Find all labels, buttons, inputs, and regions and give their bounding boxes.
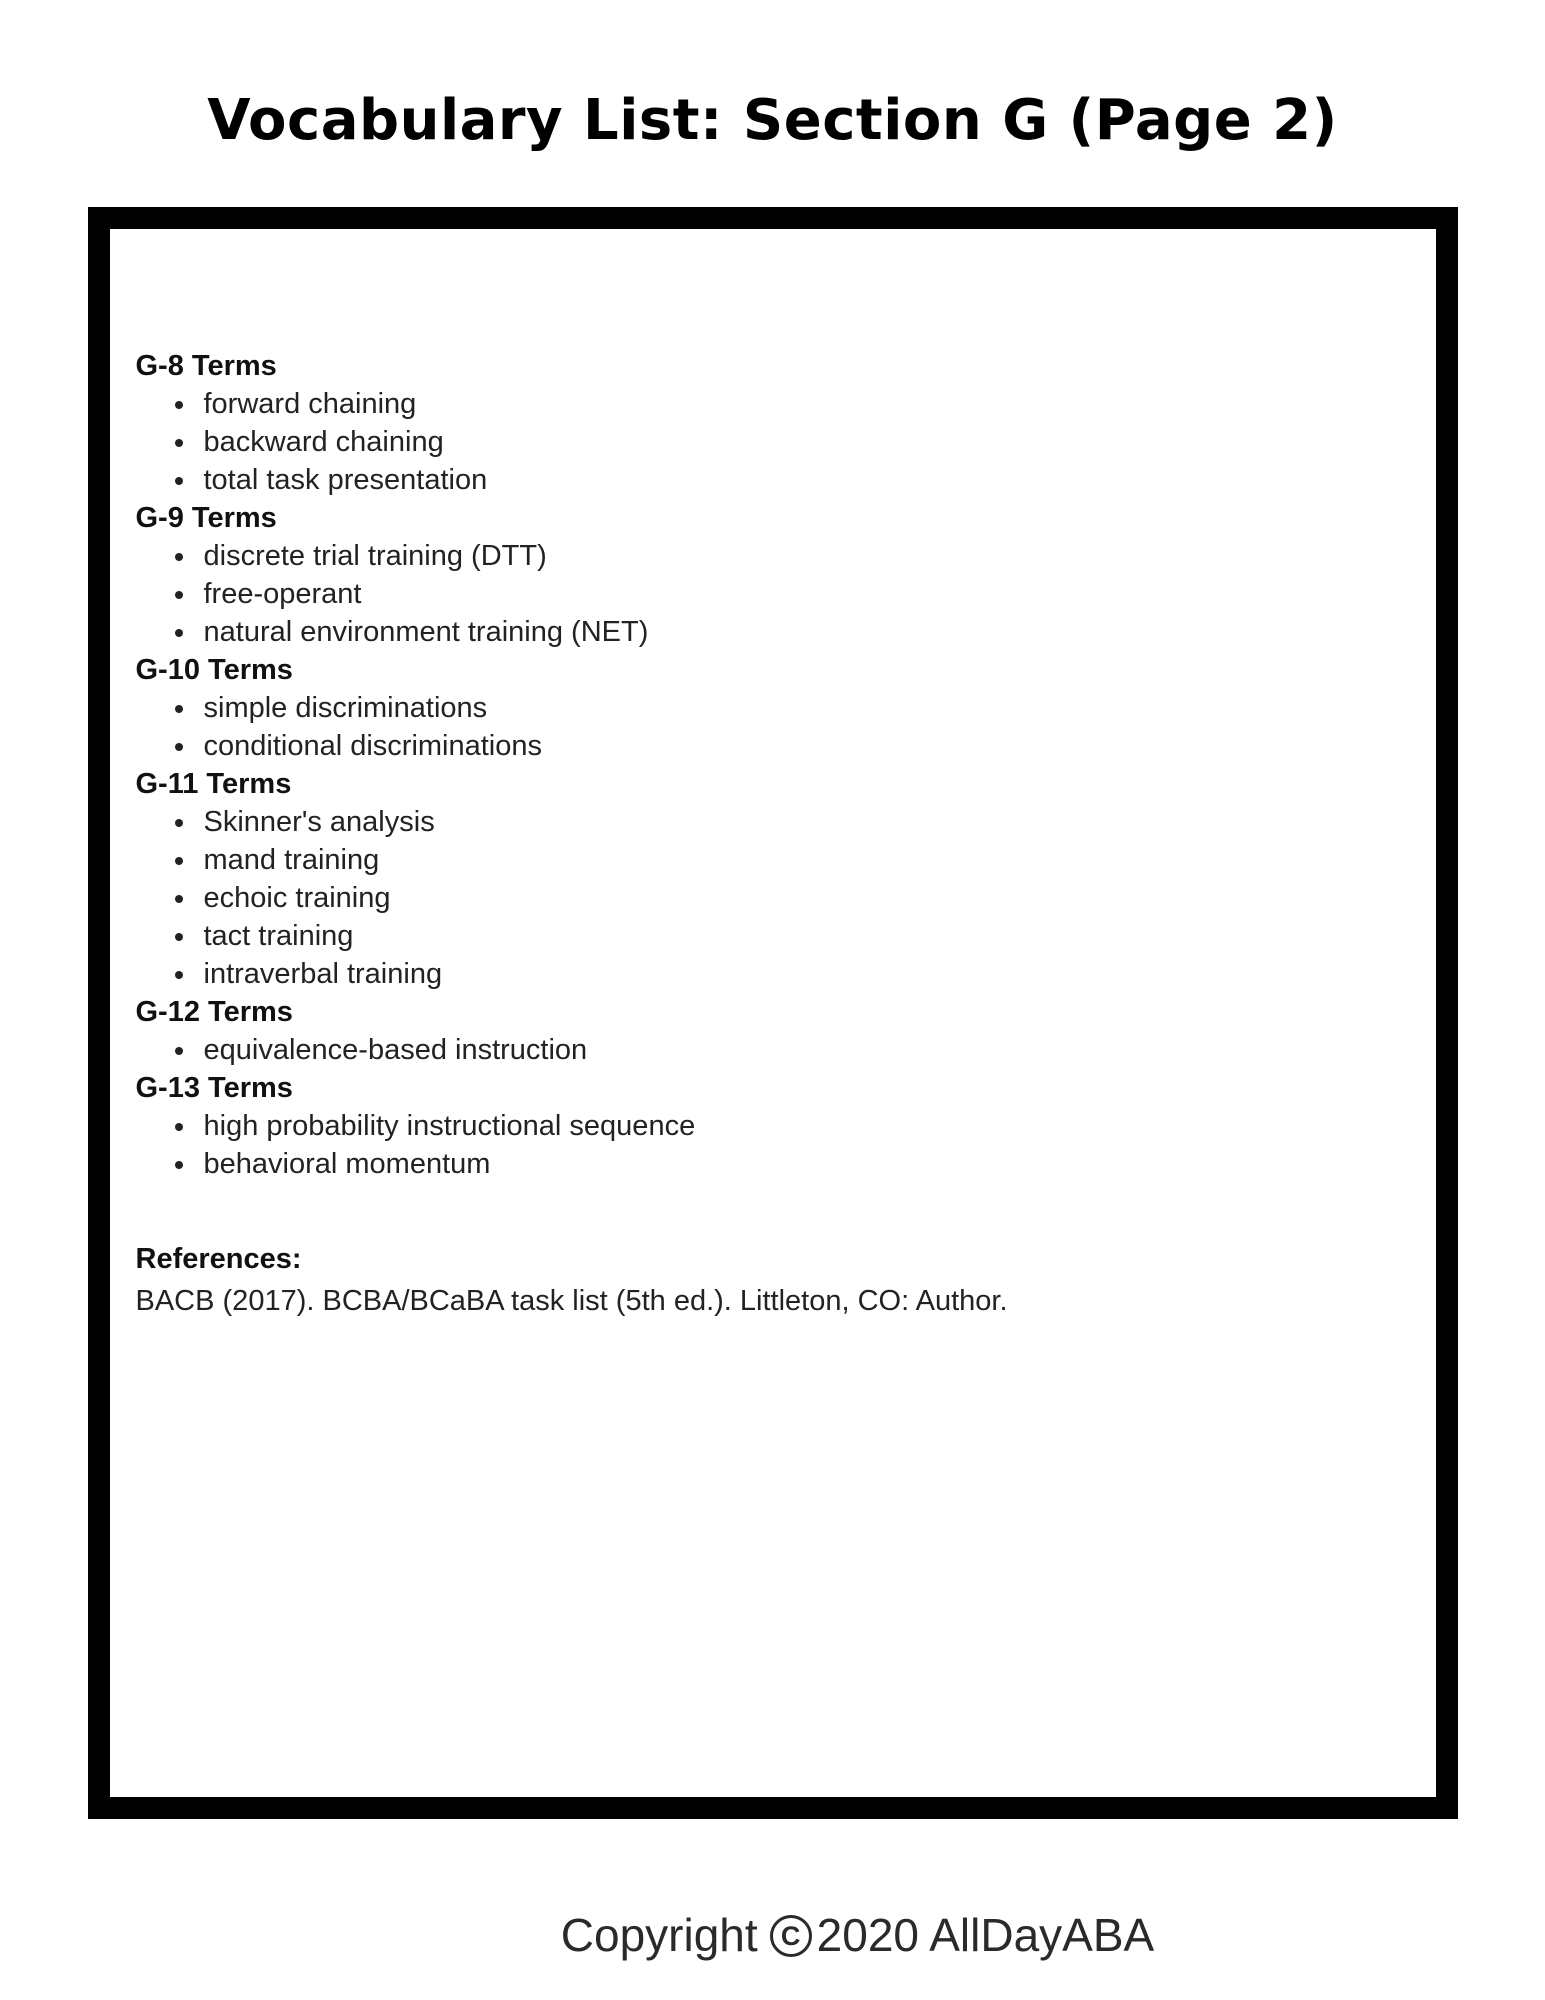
term-list	[198, 689, 1396, 765]
section-heading: G-10 Terms	[135, 654, 293, 686]
term-list	[198, 803, 1396, 993]
section-heading: G-9 Terms	[135, 502, 277, 534]
term-item: • simple discriminations	[198, 689, 1396, 727]
vocabulary-sections	[136, 347, 1396, 1183]
section-heading: G-13 Terms	[135, 1072, 293, 1104]
term-item: • high probability instructional sequence	[198, 1107, 1396, 1145]
section-heading: G-12 Terms	[135, 996, 293, 1028]
term-item: • discrete trial training (DTT)	[198, 537, 1396, 575]
references-citation: BACB (2017). BCBA/BCaBA task list (5th ed.). Littleton, CO: Author.	[135, 1285, 1008, 1317]
term-item: • behavioral momentum	[198, 1145, 1396, 1183]
section-heading: G-11 Terms	[135, 768, 292, 800]
term-list	[198, 385, 1396, 499]
term-item: • natural environment training (NET)	[198, 613, 1396, 651]
term-item: • forward chaining	[198, 385, 1396, 423]
term-item: • intraverbal training	[198, 955, 1396, 993]
term-item: • Skinner's analysis	[198, 803, 1396, 841]
term-item: • equivalence-based instruction	[198, 1031, 1396, 1069]
term-item: • conditional discriminations	[198, 727, 1396, 765]
term-item: • total task presentation	[198, 461, 1396, 499]
term-item: • echoic training	[198, 879, 1396, 917]
term-list	[198, 1107, 1396, 1183]
copyright-footer	[85, 1908, 1545, 1962]
copyright-suffix: 2020 AllDayABA	[816, 1909, 1155, 1961]
copyright-icon: C	[770, 1915, 812, 1957]
copyright-prefix: Copyright	[560, 1909, 758, 1961]
references-block	[136, 1239, 1396, 1323]
page-title: Vocabulary List: Section G (Page 2)	[207, 88, 1338, 153]
term-item: • backward chaining	[198, 423, 1396, 461]
references-heading: References:	[135, 1243, 302, 1275]
term-item: • mand training	[198, 841, 1396, 879]
term-list	[198, 1031, 1396, 1069]
term-item: • tact training	[198, 917, 1396, 955]
section-heading: G-8 Terms	[135, 350, 277, 382]
term-list	[198, 537, 1396, 651]
content-box	[88, 207, 1458, 1819]
term-item: • free-operant	[198, 575, 1396, 613]
